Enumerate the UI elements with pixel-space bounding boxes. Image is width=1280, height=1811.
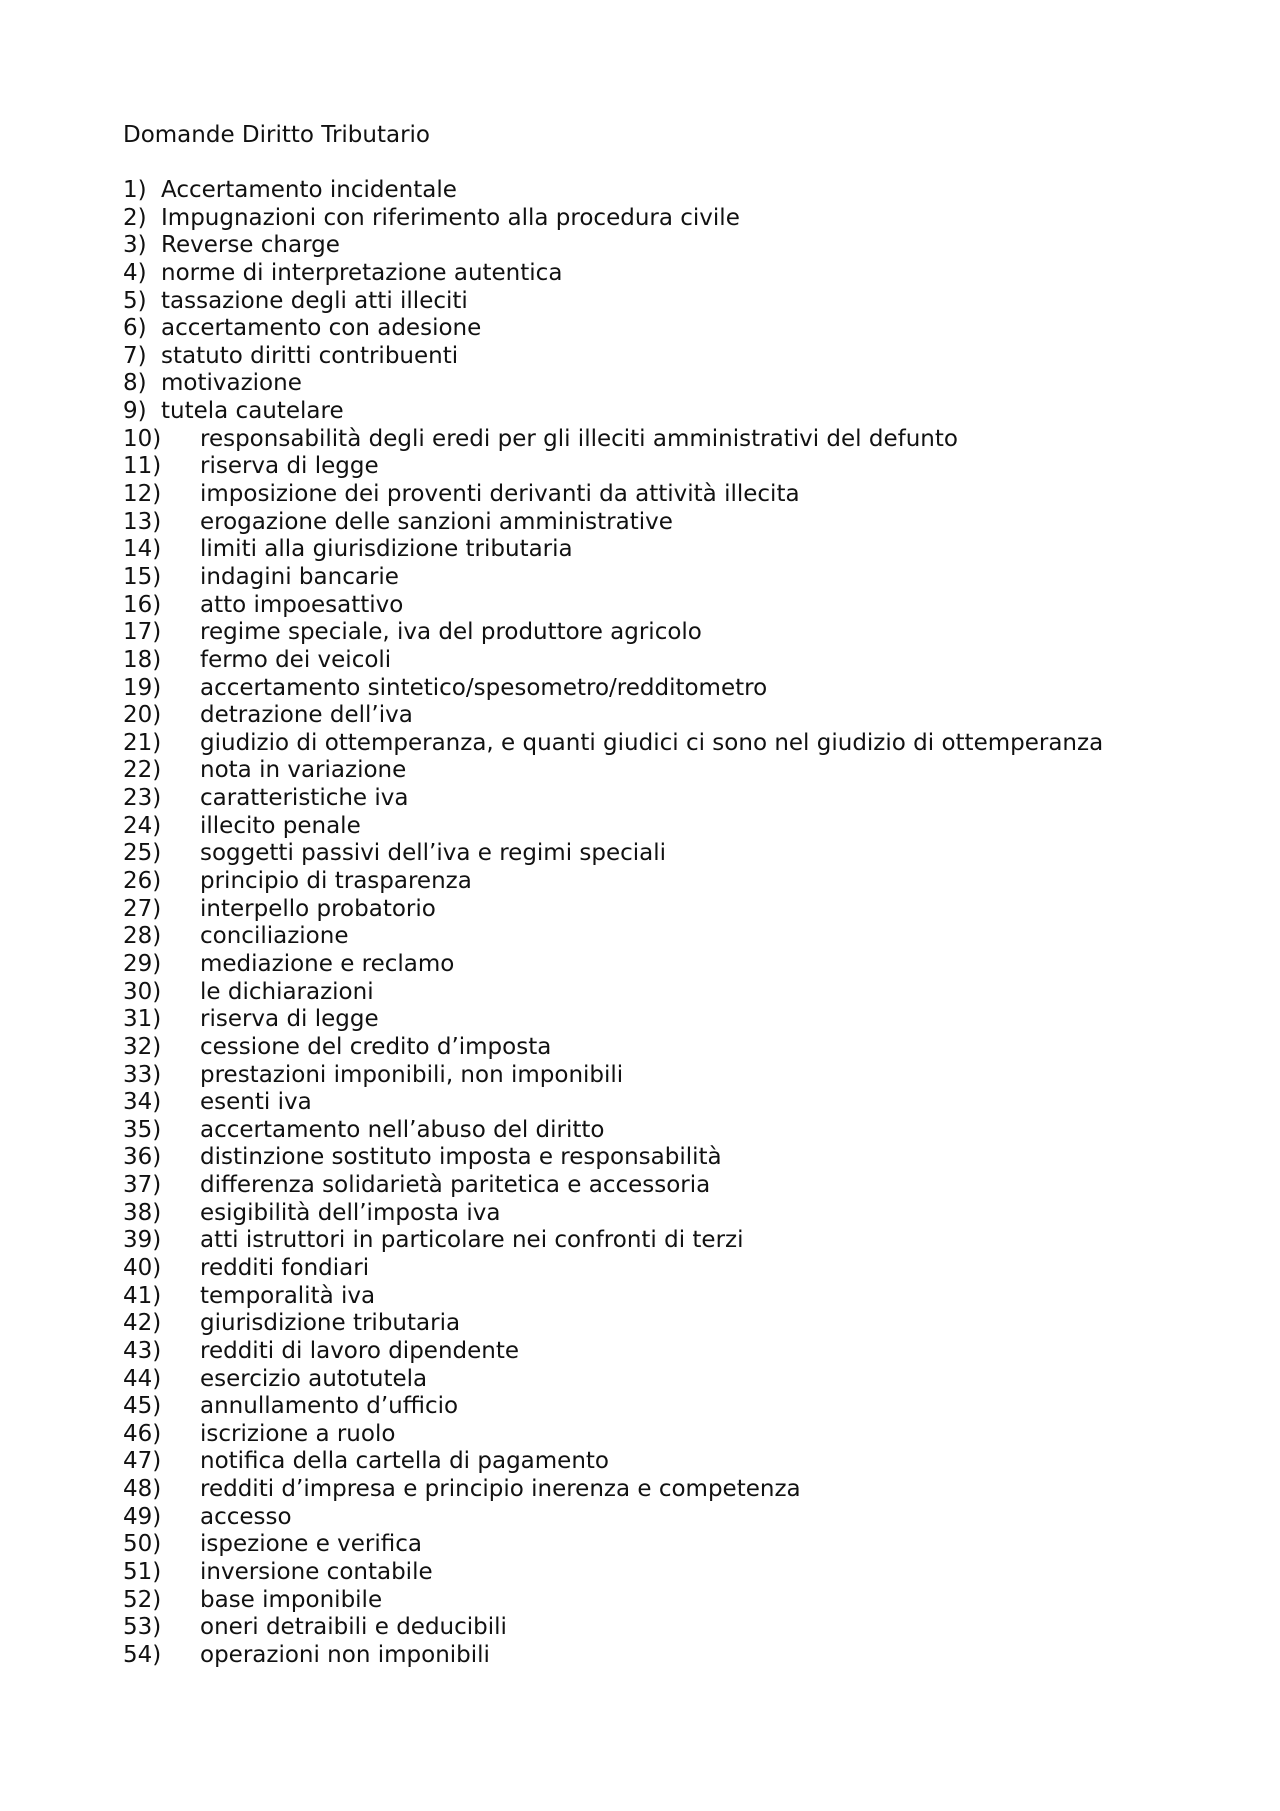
question-number: 22) [123,757,162,784]
question-text: regime speciale, iva del produttore agricolo [200,619,702,646]
question-number: 31) [123,1006,162,1033]
question-item [123,1338,1103,1366]
question-item [123,1559,1103,1587]
question-number: 45) [123,1393,162,1420]
question-text: principio di trasparenza [200,868,472,895]
question-text: cessione del credito d’imposta [200,1033,552,1060]
question-item [123,1283,1103,1311]
question-number: 47) [123,1448,162,1475]
question-item [123,896,1103,924]
question-text: giudizio di ottemperanza, e quanti giudici ci sono nel giudizio di ottemperanza [200,729,1104,756]
question-text: notifica della cartella di pagamento [200,1448,609,1475]
question-item [123,1587,1103,1615]
question-number: 6) [123,315,147,342]
question-item [123,509,1103,537]
question-number: 8) [123,370,147,397]
question-text: soggetti passivi dell’iva e regimi speciali [200,840,667,867]
question-item [123,1614,1103,1642]
question-text: temporalità iva [200,1282,376,1309]
question-item [123,426,1103,454]
question-item [123,453,1103,481]
question-text: annullamento d’ufficio [200,1393,459,1420]
question-number: 39) [123,1227,162,1254]
question-item [123,923,1103,951]
question-item [123,1034,1103,1062]
question-number: 4) [123,259,147,286]
question-item [123,564,1103,592]
question-text: statuto diritti contribuenti [161,342,459,369]
question-item [123,343,1103,371]
question-text: atto impoesattivo [200,591,404,618]
question-number: 17) [123,619,162,646]
question-text: limiti alla giurisdizione tributaria [200,536,573,563]
question-item [123,813,1103,841]
question-text: oneri detraibili e deducibili [200,1614,507,1641]
question-text: operazioni non imponibili [200,1641,490,1668]
question-number: 42) [123,1310,162,1337]
question-number: 46) [123,1420,162,1447]
question-number: 53) [123,1614,162,1641]
question-number: 38) [123,1199,162,1226]
question-text: interpello probatorio [200,895,436,922]
question-text: distinzione sostituto imposta e responsabilità [200,1144,722,1171]
question-number: 35) [123,1116,162,1143]
question-item [123,1642,1103,1670]
question-text: tassazione degli atti illeciti [161,287,468,314]
question-number: 49) [123,1503,162,1530]
question-text: base imponibile [200,1586,383,1613]
question-text: fermo dei veicoli [200,646,392,673]
question-text: prestazioni imponibili, non imponibili [200,1061,624,1088]
question-item [123,1448,1103,1476]
question-item [123,481,1103,509]
question-text: iscrizione a ruolo [200,1420,396,1447]
question-number: 27) [123,895,162,922]
question-item [123,205,1103,233]
question-text: esercizio autotutela [200,1365,428,1392]
question-text: tutela cautelare [161,398,344,425]
question-item [123,785,1103,813]
question-number: 44) [123,1365,162,1392]
question-item [123,1200,1103,1228]
question-item [123,1504,1103,1532]
question-text: le dichiarazioni [200,978,374,1005]
question-text: accertamento nell’abuso del diritto [200,1116,605,1143]
question-text: inversione contabile [200,1559,433,1586]
question-number: 1) [123,177,147,203]
question-item [123,1172,1103,1200]
question-number: 18) [123,646,162,673]
question-item [123,1144,1103,1172]
question-number: 41) [123,1282,162,1309]
question-number: 25) [123,840,162,867]
question-number: 29) [123,950,162,977]
question-number: 21) [123,729,162,756]
question-item [123,260,1103,288]
question-number: 19) [123,674,162,701]
question-number: 34) [123,1089,162,1116]
question-number: 23) [123,785,162,812]
question-text: esenti iva [200,1089,312,1116]
question-number: 14) [123,536,162,563]
question-number: 7) [123,342,147,369]
question-item [123,1089,1103,1117]
question-number: 30) [123,978,162,1005]
question-item [123,536,1103,564]
question-number: 33) [123,1061,162,1088]
question-number: 9) [123,398,147,425]
question-text: riserva di legge [200,453,379,480]
question-text: indagini bancarie [200,563,399,590]
question-number: 26) [123,868,162,895]
question-number: 36) [123,1144,162,1171]
question-item [123,232,1103,260]
question-number: 50) [123,1531,162,1558]
question-number: 2) [123,204,147,231]
question-text: erogazione delle sanzioni amministrative [200,508,673,535]
question-text: redditi di lavoro dipendente [200,1337,520,1364]
question-number: 3) [123,232,147,259]
question-item [123,1117,1103,1145]
question-item [123,1366,1103,1394]
question-number: 52) [123,1586,162,1613]
question-item [123,315,1103,343]
question-number: 40) [123,1254,162,1281]
question-number: 5) [123,287,147,314]
question-text: accertamento con adesione [161,315,482,342]
question-item [123,757,1103,785]
question-text: redditi d’impresa e principio inerenza e competenza [200,1476,801,1503]
question-text: Reverse charge [161,232,340,259]
question-number: 13) [123,508,162,535]
question-text: accertamento sintetico/spesometro/redditometro [200,674,768,701]
question-item [123,1006,1103,1034]
question-text: norme di interpretazione autentica [161,259,563,286]
question-item [123,1062,1103,1090]
question-text: giurisdizione tributaria [200,1310,461,1337]
question-text: riserva di legge [200,1006,379,1033]
question-number: 43) [123,1337,162,1364]
question-text: mediazione e reclamo [200,950,455,977]
question-number: 16) [123,591,162,618]
question-text: Accertamento incidentale [161,177,457,203]
question-text: ispezione e verifica [200,1531,422,1558]
question-number: 37) [123,1172,162,1199]
question-number: 10) [123,425,162,452]
question-item [123,675,1103,703]
question-list [123,177,1103,1670]
question-text: Impugnazioni con riferimento alla procedura civile [161,204,740,231]
question-number: 15) [123,563,162,590]
question-item [123,979,1103,1007]
question-number: 54) [123,1641,162,1668]
question-item [123,730,1103,758]
question-item [123,951,1103,979]
question-text: illecito penale [200,812,361,839]
question-item [123,619,1103,647]
question-item [123,1421,1103,1449]
question-text: imposizione dei proventi derivanti da attività illecita [200,481,800,508]
question-item [123,1227,1103,1255]
question-text: caratteristiche iva [200,785,409,812]
question-item [123,177,1103,205]
question-item [123,1310,1103,1338]
question-item [123,868,1103,896]
question-number: 11) [123,453,162,480]
question-text: responsabilità degli eredi per gli illeciti amministrativi del defunto [200,425,958,452]
question-number: 28) [123,923,162,950]
question-item [123,647,1103,675]
question-item [123,1255,1103,1283]
question-number: 20) [123,702,162,729]
question-item [123,370,1103,398]
question-number: 12) [123,481,162,508]
question-item [123,398,1103,426]
question-text: differenza solidarietà paritetica e accessoria [200,1172,711,1199]
question-text: detrazione dell’iva [200,702,413,729]
question-text: accesso [200,1503,292,1530]
question-number: 48) [123,1476,162,1503]
question-item [123,1476,1103,1504]
question-item [123,702,1103,730]
question-text: conciliazione [200,923,349,950]
question-text: atti istruttori in particolare nei confronti di terzi [200,1227,744,1254]
question-item [123,592,1103,620]
question-text: esigibilità dell’imposta iva [200,1199,501,1226]
question-number: 24) [123,812,162,839]
question-item [123,288,1103,316]
question-number: 32) [123,1033,162,1060]
document-title: Domande Diritto Tributario [123,122,431,148]
question-item [123,1531,1103,1559]
question-text: nota in variazione [200,757,407,784]
question-text: motivazione [161,370,302,397]
question-text: redditi fondiari [200,1254,370,1281]
question-number: 51) [123,1559,162,1586]
question-item [123,1393,1103,1421]
question-item [123,840,1103,868]
